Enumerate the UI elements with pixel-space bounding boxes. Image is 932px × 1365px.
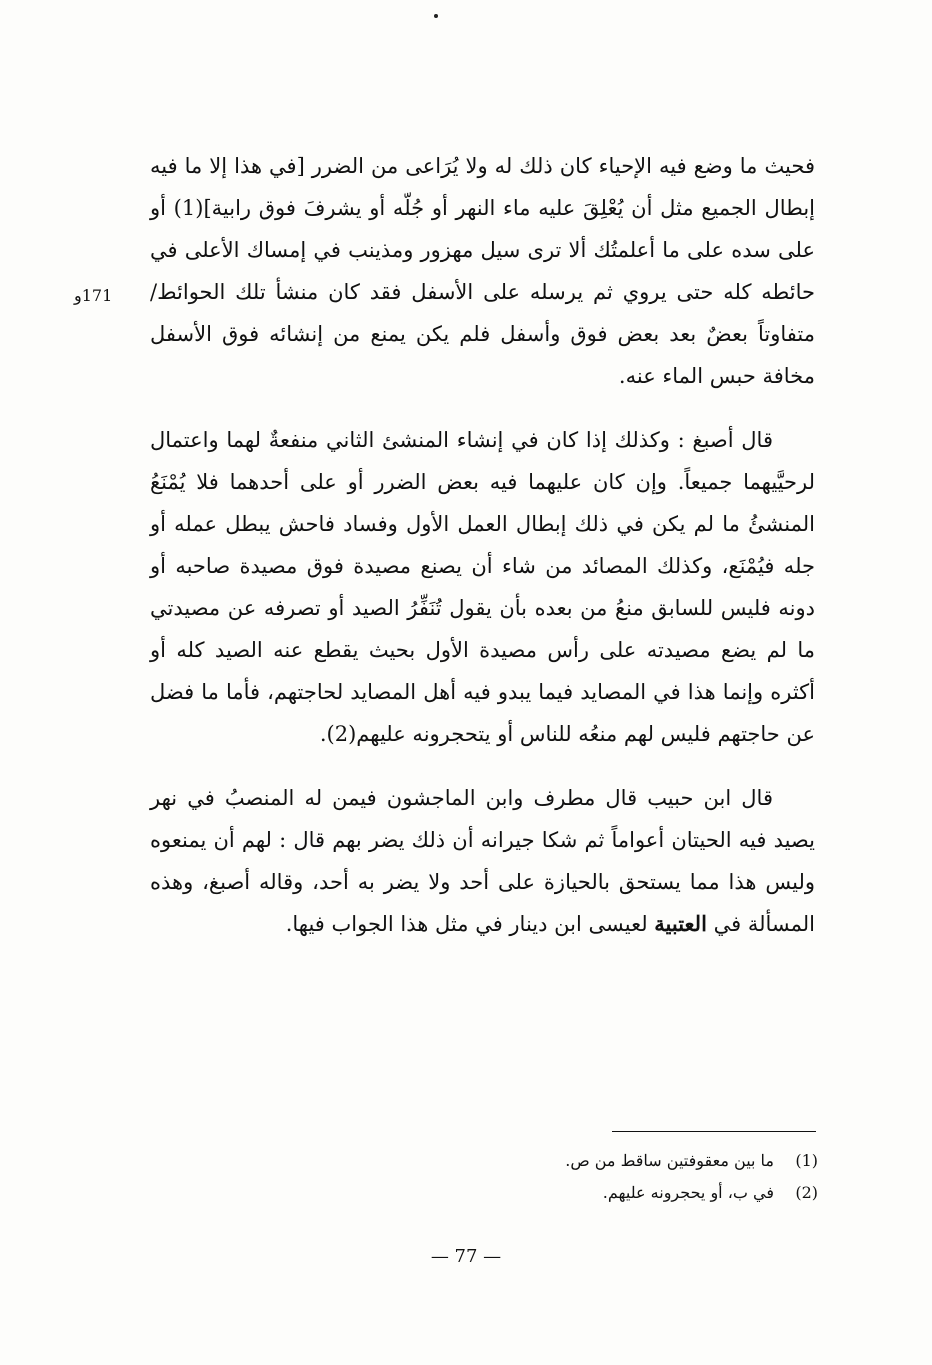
bold-source-title: العتبية (654, 911, 707, 936)
paragraph-3-tail: لعيسى ابن دينار في مثل هذا الجواب فيها. (285, 912, 655, 936)
ink-dot (434, 14, 438, 18)
main-text (150, 145, 815, 945)
footnote-text: في ب، أو يحجرونه عليهم. (602, 1183, 774, 1202)
footnote-divider (612, 1131, 816, 1132)
footnote-1 (300, 1145, 818, 1177)
page-number: — 77 — (430, 1246, 502, 1267)
paragraph-2: قال أصبغ : وكذلك إذا كان في إنشاء المنشئ الثاني منفعةٌ لهما واعتمال لرحيَّيهما جميعاً. وإن كان عليهما فيه بعض الضرر أو على أحدهما فلا يُمْنَعُ المنشئُ ما لم يكن في ذلك إبطال العمل الأول وفساد فاحش يبطل عمله أو جله فيُمْنَع، وكذلك المصائد من شاء أن يصنع مصيدة فوق مصيدة صاحبه أو دونه فليس للسابق منعُ من بعده بأن يقول تُنَفِّرُ الصيد أو تصرفه عن مصيدتي ما لم يضع مصيدته على رأس مصيدة الأول بحيث يقطع عنه الصيد كله أو أكثره وإنما هذا في المصايد فيما يبدو فيه أهل المصايد لحاجتهم، فأما ما فضل عن حاجتهم فليس لهم منعُه للناس أو يتحجرونه عليهم(2). (150, 428, 815, 746)
paragraph-3-body: قال ابن حبيب قال مطرف وابن الماجشون فيمن له المنصبُ في نهر يصيد فيه الحيتان أعواماً ثم شكا جيرانه أن ذلك يضر بهم قال : لهم أن يمنعوه وليس هذا مما يستحق بالحيازة على أحد ولا يضر به أحد، وقاله أصبغ، وهذه المسألة في (150, 786, 815, 936)
footnote-2 (300, 1177, 818, 1209)
footnote-number: (1) (795, 1151, 818, 1170)
paragraph-3 (150, 777, 815, 945)
folio-margin-note: 171و (74, 286, 113, 305)
footnote-text: ما بين معقوفتين ساقط من ص. (565, 1151, 774, 1170)
footnotes (300, 1145, 818, 1209)
paragraph-1: فحيث ما وضع فيه الإحياء كان ذلك له ولا يُرَاعى من الضرر [في هذا إلا ما فيه إبطال الجميع مثل أن يُعْلِقَ عليه ماء النهر أو جُلّه أو يشرفَ فوق رابية](1) أو على سده على ما أعلمتُك ألا ترى سيل مهزور ومذينب في إمساك الأعلى في حائطه كله حتى يروي ثم يرسله على الأسفل فقد كان منشأ تلك الحوائط/ متفاوتاً بعضٌ بعد بعض فوق وأسفل فلم يكن يمنع من إنشائه فوق الأسفل مخافة حبس الماء عنه. (150, 154, 816, 388)
footnote-number: (2) (795, 1183, 818, 1202)
